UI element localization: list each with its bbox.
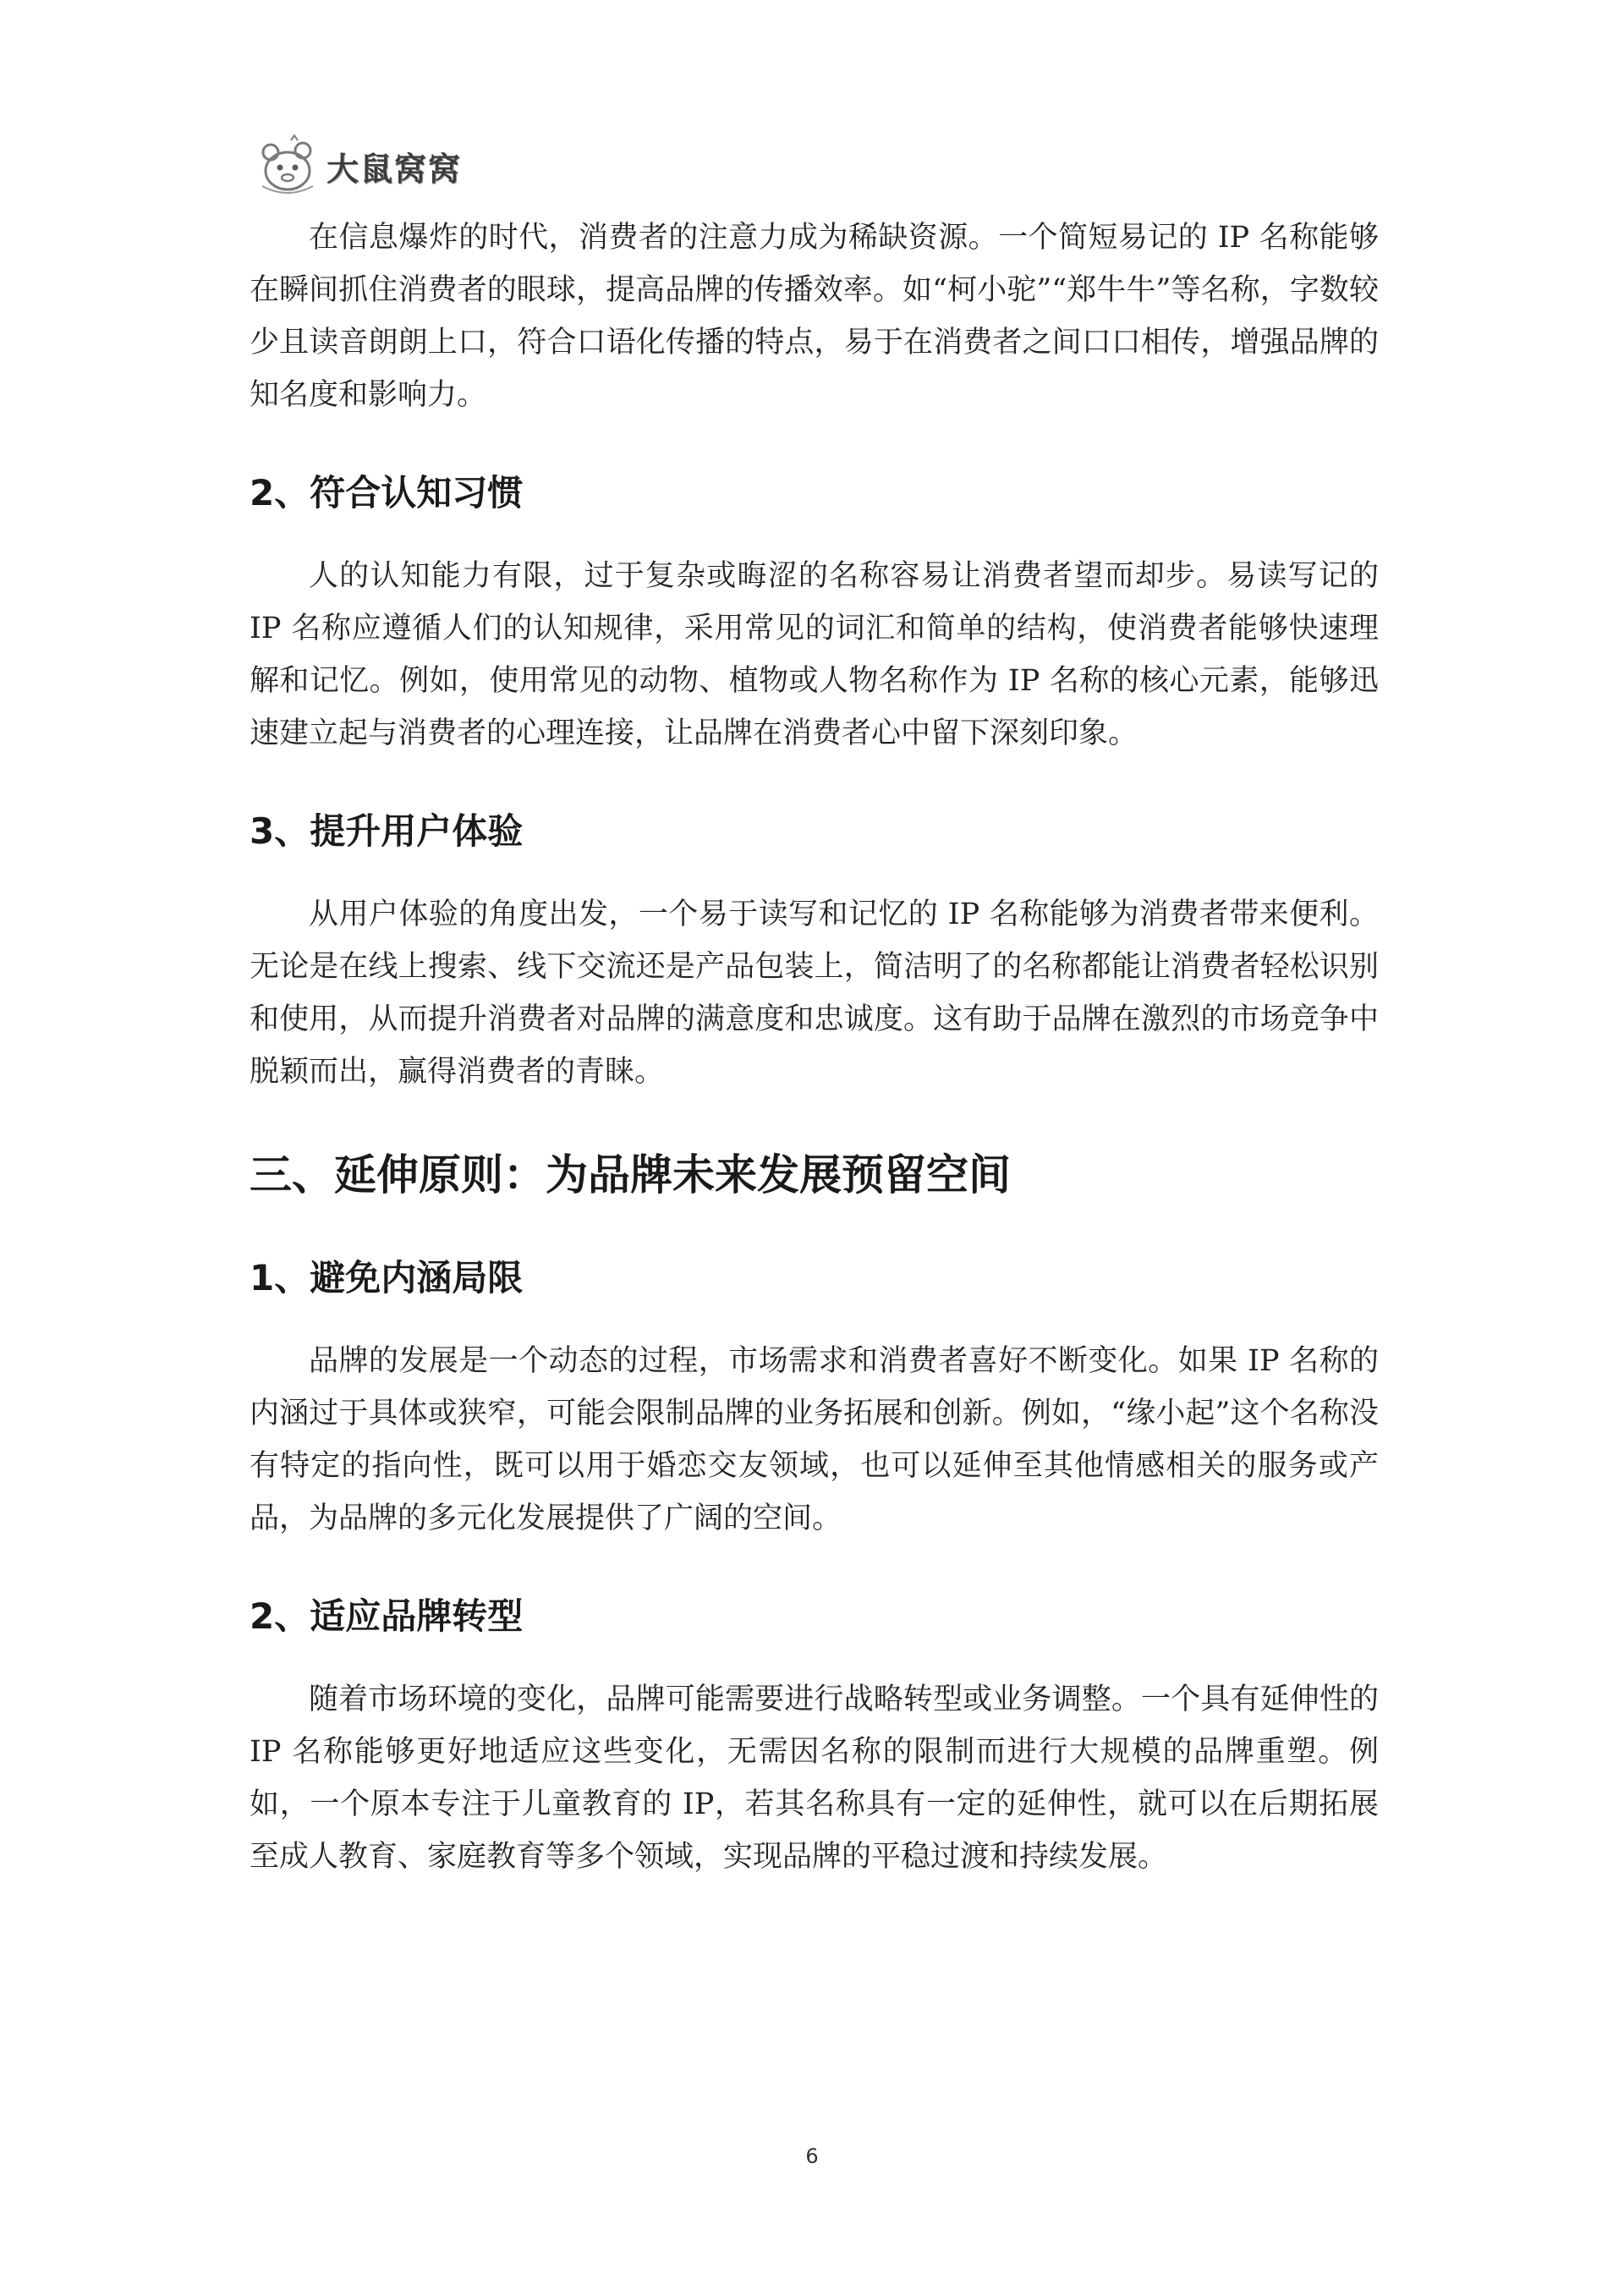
document-body — [250, 211, 1379, 1883]
paragraph-experience: 从用户体验的角度出发，一个易于读写和记忆的 IP 名称能够为消费者带来便利。无论是在线上搜索、线下交流还是产品包装上，简洁明了的名称都能让消费者轻松识别和使用，从而提升消费者对品牌的满意度和忠诚度。这有助于品牌在激烈的市场竞争中脱颖而出，赢得消费者的青睐。 — [250, 898, 1379, 1089]
heading-cognition: 2、符合认知习惯 — [250, 472, 524, 513]
paragraph-limit: 品牌的发展是一个动态的过程，市场需求和消费者喜好不断变化。如果 IP 名称的内涵过于具体或狭窄，可能会限制品牌的业务拓展和创新。例如，“缘小起”这个名称没有特定的指向性，既可以用于婚恋交友领域，也可以延伸至其他情感相关的服务或产品，为品牌的多元化发展提供了广阔的空间。 — [250, 1344, 1379, 1535]
paragraph-transform: 随着市场环境的变化，品牌可能需要进行战略转型或业务调整。一个具有延伸性的 IP 名称能够更好地适应这些变化，无需因名称的限制而进行大规模的品牌重塑。例如，一个原本专注于儿童教育的 IP，若其名称具有一定的延伸性，就可以在后期拓展至成人教育、家庭教育等多个领域，实现品牌的平稳过渡和持续发展。 — [250, 1683, 1379, 1874]
paragraph-cognition: 人的认知能力有限，过于复杂或晦涩的名称容易让消费者望而却步。易读写记的 IP 名称应遵循人们的认知规律，采用常见的词汇和简单的结构，使消费者能够快速理解和记忆。例如，使用常见的动物、植物或人物名称作为 IP 名称的核心元素，能够迅速建立起与消费者的心理连接，让品牌在消费者心中留下深刻印象。 — [250, 559, 1379, 750]
mascot-logo-icon — [254, 134, 321, 198]
heading-experience: 3、提升用户体验 — [250, 810, 524, 852]
section-title: 三、延伸原则：为品牌未来发展预留空间 — [250, 1150, 1011, 1200]
logo-wordmark: 大鼠窝窝 — [326, 150, 463, 188]
page-number: 6 — [805, 2144, 819, 2168]
heading-limit: 1、避免内涵局限 — [250, 1257, 524, 1298]
paragraph-intro: 在信息爆炸的时代，消费者的注意力成为稀缺资源。一个简短易记的 IP 名称能够在瞬间抓住消费者的眼球，提高品牌的传播效率。如“柯小驼”“郑牛牛”等名称，字数较少且读音朗朗上口，符合口语化传播的特点，易于在消费者之间口口相传，增强品牌的知名度和影响力。 — [250, 221, 1379, 412]
heading-transform: 2、适应品牌转型 — [250, 1595, 524, 1637]
header-logo — [254, 134, 462, 198]
